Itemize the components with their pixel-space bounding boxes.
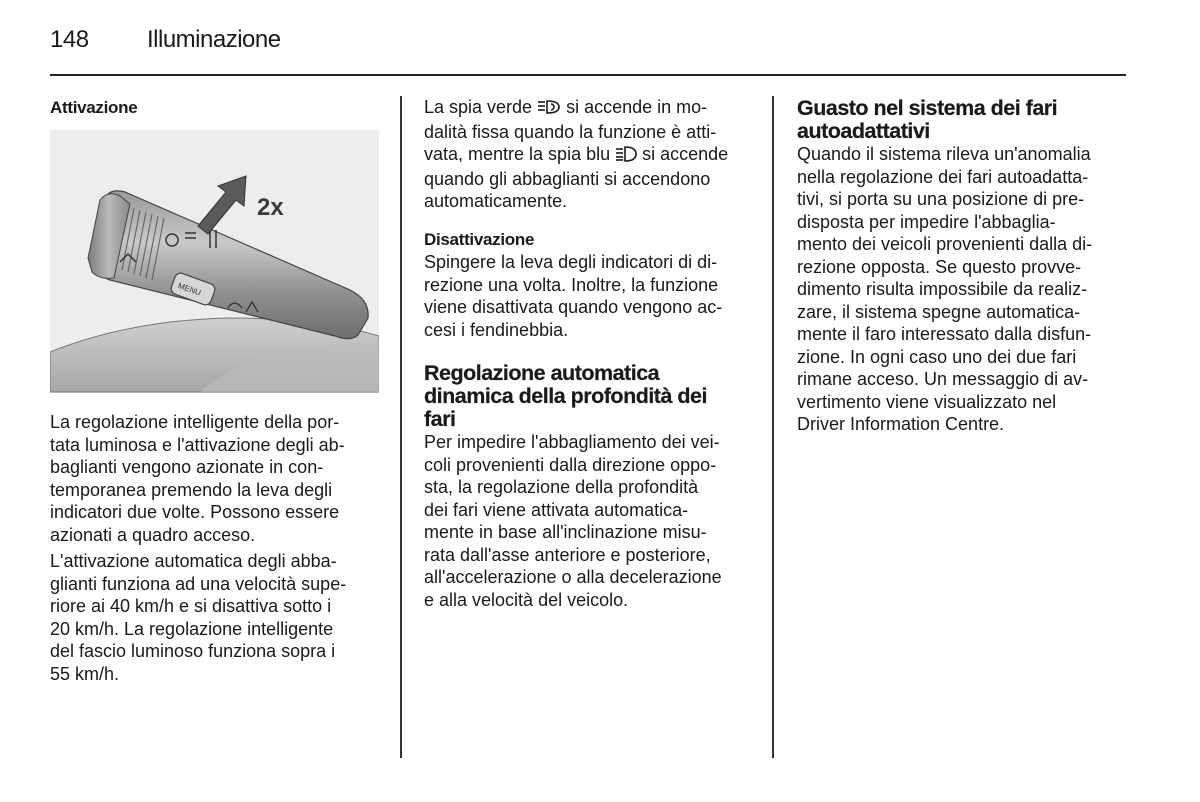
column-3	[797, 97, 1137, 436]
text-line: automaticamente.	[424, 191, 568, 211]
col1-para1	[50, 411, 395, 546]
section-heading-deactivation: Disattivazione	[424, 230, 535, 249]
text-line	[424, 143, 764, 168]
column-divider-1	[400, 96, 402, 758]
text-line: Driver Information Centre.	[797, 414, 1005, 434]
header-divider	[50, 74, 1126, 76]
text-line: L'attivazione automatica degli abba-	[50, 551, 337, 571]
text-line: baglianti vengono azionate in con-	[50, 457, 324, 477]
text-line: mente il faro interessato dalla disfun-	[797, 324, 1092, 344]
heading-line: fari	[424, 407, 456, 431]
text-line: mente in base all'inclinazione misu-	[424, 522, 707, 542]
text-line: del fascio luminoso funziona sopra i	[50, 641, 336, 661]
section-heading-auto-leveling	[424, 362, 769, 431]
text-line: all'accelerazione o alla decelerazione	[424, 567, 722, 587]
text-line: viene disattivata quando vengono ac-	[424, 297, 723, 317]
text-line: 20 km/h. La regolazione intelligente	[50, 618, 334, 639]
auto-leveling-section	[424, 362, 769, 611]
figure-label-2x: 2x	[257, 194, 284, 221]
text-line: Quando il sistema rileva un'anomalia	[797, 144, 1091, 164]
text-line: tata luminosa e l'attivazione degli ab-	[50, 434, 345, 455]
section-heading-fault	[797, 97, 1137, 143]
text-line: dimento risulta impossibile da realiz-	[797, 279, 1088, 299]
text-line: nella regolazione dei fari autoadatta-	[797, 166, 1089, 187]
lever-illustration	[50, 130, 379, 393]
text-line: coli provenienti dalla direzione oppo-	[424, 454, 717, 475]
heading-line: autoadattativi	[797, 119, 930, 143]
auto-high-beam-green-icon	[537, 98, 561, 121]
text-line: e alla velocità del veicolo.	[424, 589, 629, 610]
heading-line: dinamica della profondità dei	[424, 384, 707, 408]
text-line: rezione una volta. Inoltre, la funzione	[424, 274, 719, 295]
text-line: rimane acceso. Un messaggio di av-	[797, 369, 1089, 389]
text-line: mento dei veicoli provenienti dalla di-	[797, 234, 1093, 254]
page-number: 148	[50, 26, 89, 53]
text-line: temporanea premendo la leva degli	[50, 479, 333, 500]
lever-drawing	[50, 130, 379, 393]
text-line: tivi, si porta su una posizione di pre-	[797, 189, 1085, 209]
heading-line: Regolazione automatica	[424, 361, 660, 385]
text-line: sta, la regolazione della profondità	[424, 477, 699, 497]
text-line: rezione opposta. Se questo provve-	[797, 256, 1082, 277]
heading-line: Guasto nel sistema dei fari	[797, 96, 1058, 120]
text-line: dei fari viene attivata automatica-	[424, 499, 689, 520]
text-line	[424, 96, 764, 121]
col1-para2	[50, 550, 395, 685]
text-line: Spingere la leva degli indicatori di di-	[424, 252, 718, 272]
text-line: 55 km/h.	[50, 663, 120, 684]
text-line: La regolazione intelligente della por-	[50, 412, 340, 432]
text-run: si accende	[637, 144, 729, 164]
high-beam-blue-icon	[615, 145, 637, 168]
text-line: Per impedire l'abbagliamento dei vei-	[424, 432, 720, 452]
section-heading-activation: Attivazione	[50, 98, 138, 117]
text-run: La spia verde	[424, 97, 538, 117]
text-run: si accende in mo-	[561, 97, 708, 117]
text-line: glianti funziona ad una velocità supe-	[50, 573, 347, 594]
text-line: zione. In ogni caso uno dei due fari	[797, 346, 1077, 367]
text-line: azionati a quadro acceso.	[50, 524, 256, 545]
text-line: vertimento viene visualizzato nel	[797, 391, 1057, 412]
deactivation-section	[424, 229, 764, 341]
text-line: rata dall'asse anteriore e posteriore,	[424, 544, 711, 565]
text-line: indicatori due volte. Possono essere	[50, 502, 340, 522]
text-line: riore ai 40 km/h e si disattiva sotto i	[50, 596, 332, 616]
text-line: dalità fissa quando la funzione è atti-	[424, 121, 717, 142]
menu-button-label: MENU	[176, 281, 203, 298]
text-line: disposta per impedire l'abbaglia-	[797, 211, 1056, 232]
column-2	[424, 96, 764, 213]
text-run: vata, mentre la spia blu	[424, 144, 616, 164]
column-1	[50, 97, 390, 119]
text-line: zare, il sistema spegne automatica-	[797, 301, 1081, 322]
column-divider-2	[772, 96, 774, 758]
text-line: cesi i fendinebbia.	[424, 319, 569, 340]
page-title: Illuminazione	[147, 26, 281, 53]
text-line: quando gli abbaglianti si accendono	[424, 168, 711, 189]
